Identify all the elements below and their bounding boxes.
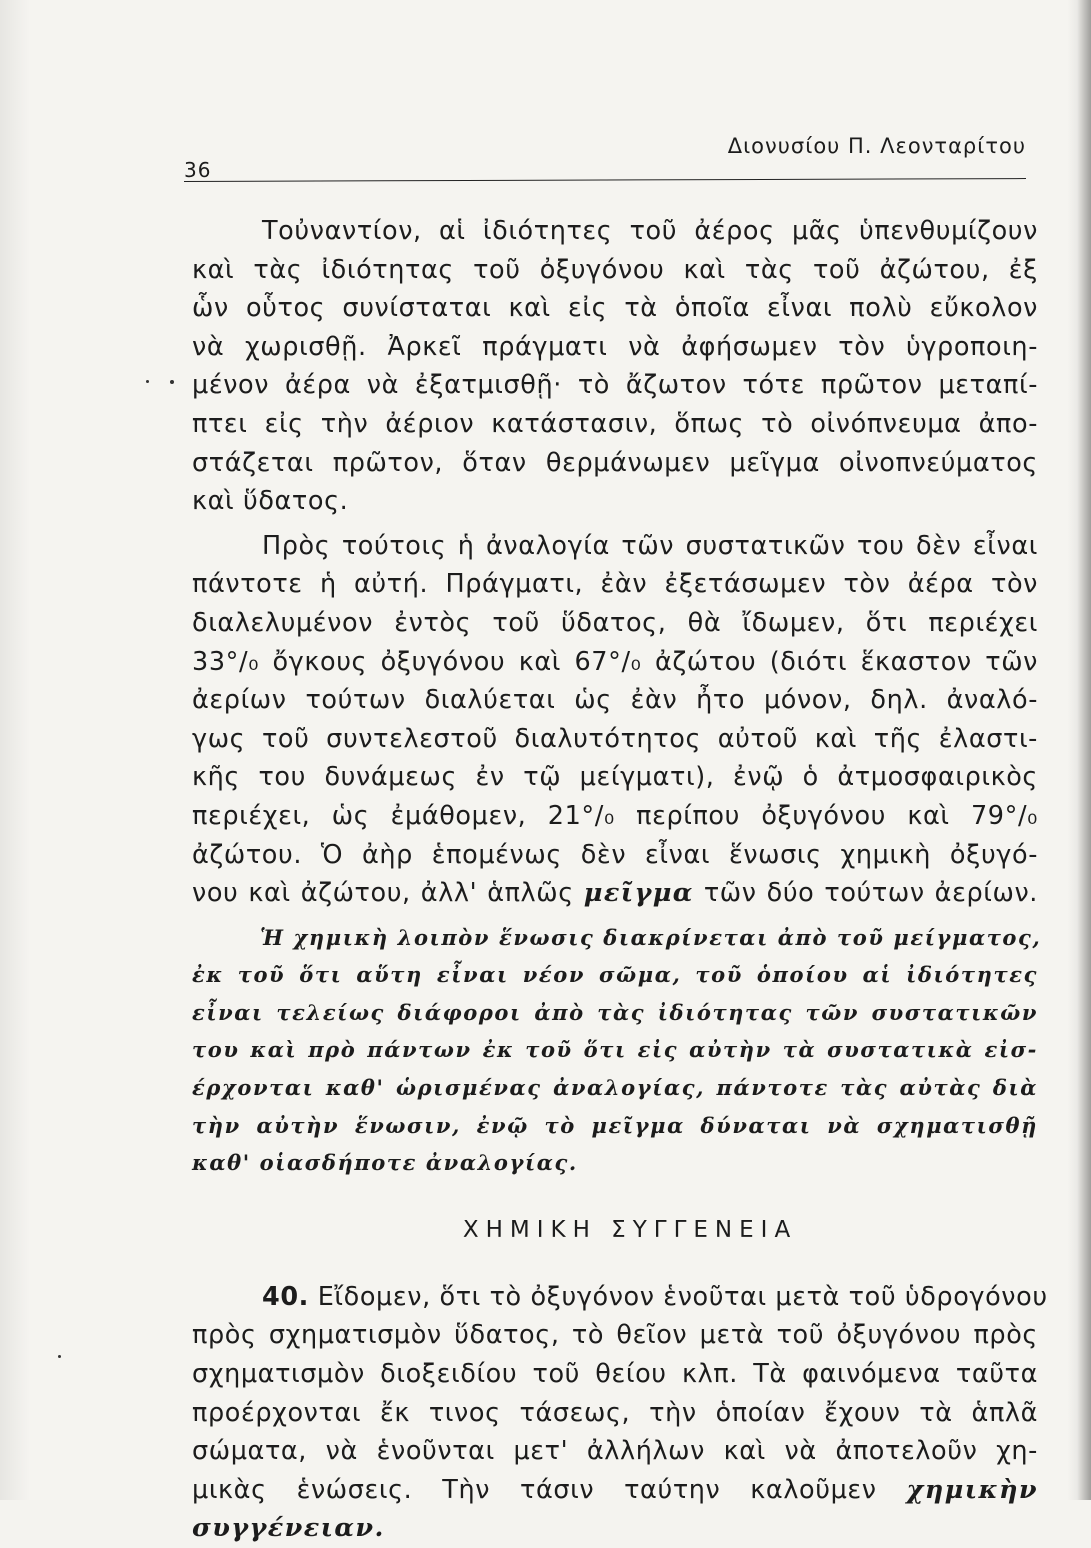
- section-title: ΧΗΜΙΚΗ ΣΥΓΓΕΝΕΙΑ: [462, 1216, 798, 1243]
- text-line: [192, 1509, 1038, 1548]
- text-line: Τοὐναντίον, αἱ ἰδιότητες τοῦ ἀέρος μᾶς ὑπενθυμίζουν: [262, 216, 1038, 246]
- paragraph-air-composition: [192, 527, 1038, 913]
- emphasis-line: του καὶ πρὸ πάντων ἐκ τοῦ ὅτι εἰς αὐτὴν τὰ συστατικὰ εἰσ-: [192, 1037, 1038, 1063]
- page-number: 36: [184, 158, 212, 182]
- text-line: πάντοτε ἡ αὐτή. Πράγματι, ἐὰν ἐξετάσωμεν τὸν ἀέρα τὸν: [192, 569, 1038, 600]
- running-head: Διονυσίου Π. Λεονταρίτου: [727, 134, 1026, 158]
- text-run: τῶν δύο τούτων ἀερίων.: [693, 878, 1038, 909]
- text-line: γως τοῦ συντελεστοῦ διαλυτότητος αὐτοῦ καὶ τῆς ἐλαστι-: [192, 723, 1038, 754]
- scan-speck: [58, 1355, 61, 1358]
- emphasis-word: συγγένειαν.: [192, 1513, 385, 1544]
- text-line: ἀερίων τούτων διαλύεται ὡς ἐὰν ἦτο μόνον, δηλ. ἀναλό-: [192, 685, 1038, 716]
- page-header: [184, 130, 1026, 180]
- emphasis-line: εἶναι τελείως διάφοροι ἀπὸ τὰς ἰδιότητας τῶν συστατικῶν: [192, 999, 1038, 1025]
- text-line: στάζεται πρῶτον, ὅταν θερμάνωμεν μεῖγμα οἰνοπνεύματος: [192, 447, 1038, 478]
- text-run: μικὰς ἑνώσεις. Τὴν τάσιν ταύτην καλοῦμεν: [192, 1474, 907, 1505]
- body-text: [192, 212, 1048, 1548]
- text-line: νὰ χωρισθῇ. Ἀρκεῖ πράγματι νὰ ἀφήσωμεν τὸν ὑγροποιη-: [192, 331, 1038, 362]
- text-line: πρὸς σχηματισμὸν ὕδατος, τὸ θεῖον μετὰ τοῦ ὀξυγόνου πρὸς: [192, 1320, 1038, 1351]
- text-line: μένον ἀέρα νὰ ἐξατμισθῇ· τὸ ἄζωτον τότε πρῶτον μεταπί-: [192, 370, 1038, 401]
- scan-speck: [170, 380, 174, 384]
- text-run: Εἴδομεν, ὅτι τὸ ὀξυγόνον ἑνοῦται μετὰ τοῦ ὑδρογόνου: [308, 1281, 1048, 1312]
- text-line: καὶ τὰς ἰδιότητας τοῦ ὀξυγόνου καὶ τὰς τοῦ ἀζώτου, ἐξ: [192, 254, 1038, 285]
- text-line: [192, 874, 1038, 913]
- emphasis-line: έρχονται καθ' ὡρισμένας ἀναλογίας, πάντοτε τὰς αὐτὰς διὰ: [192, 1075, 1038, 1101]
- emphasis-line: Ἡ χημικὴ λοιπὸν ἕνωσις διακρίνεται ἀπὸ τοῦ μείγματος,: [260, 924, 1042, 950]
- emphasis-word: μεῖγμα: [583, 878, 694, 909]
- scan-speck: [146, 380, 149, 383]
- text-line: πτει εἰς τὴν ἀέριον κατάστασιν, ὅπως τὸ οἰνόπνευμα ἀπο-: [192, 408, 1038, 439]
- text-line: [192, 1278, 1048, 1317]
- paragraph-chemical-affinity: [192, 1278, 1048, 1548]
- section-number: 40.: [262, 1281, 309, 1312]
- text-line: προέρχονται ἔκ τινος τάσεως, τὴν ὁποίαν ἔχουν τὰ ἁπλᾶ: [192, 1397, 1038, 1428]
- text-line: ὧν οὗτος συνίσταται καὶ εἰς τὰ ὁποῖα εἶναι πολὺ εὔκολον: [192, 293, 1038, 324]
- text-line: Πρὸς τούτοις ἡ ἀναλογία τῶν συστατικῶν του δὲν εἶναι: [262, 530, 1038, 561]
- text-line: περιέχει, ὡς ἐμάθομεν, 21°/₀ περίπου ὀξυγόνου καὶ 79°/₀: [192, 800, 1038, 831]
- emphasis-line: ἐκ τοῦ ὅτι αὕτη εἶναι νέον σῶμα, τοῦ ὁποίου αἱ ἰδιότητες: [192, 962, 1038, 988]
- text-line: σχηματισμὸν διοξειδίου τοῦ θείου κλπ. Τὰ φαινόμενα ταῦτα: [192, 1359, 1038, 1390]
- emphasis-word: χημικὴν: [906, 1474, 1038, 1505]
- text-line: κῆς του δυνάμεως ἐν τῷ μείγματι), ἐνῷ ὁ ἀτμοσφαιρικὸς: [192, 762, 1038, 793]
- text-line: σώματα, νὰ ἑνοῦνται μετ' ἀλλήλων καὶ νὰ ἀποτελοῦν χη-: [192, 1436, 1038, 1467]
- text-line: [192, 1471, 1038, 1510]
- emphasis-line: τὴν αὐτὴν ἕνωσιν, ἐνῷ τὸ μεῖγμα δύναται νὰ σχηματισθῇ: [192, 1112, 1038, 1138]
- emphasis-block: [192, 919, 1042, 1182]
- text-line: 33°/₀ ὄγκους ὀξυγόνου καὶ 67°/₀ ἀζώτου (διότι ἕκαστον τῶν: [192, 646, 1038, 677]
- text-line: διαλελυμένον ἐντὸς τοῦ ὕδατος, θὰ ἴδωμεν, ὅτι περιέχει: [192, 607, 1038, 638]
- page-edge-shadow: [1077, 0, 1091, 1500]
- text-line: καὶ ὕδατος.: [192, 486, 349, 517]
- text-line: ἀζώτου. Ὁ ἀὴρ ἑπομένως δὲν εἶναι ἕνωσις χημικὴ ὀξυγό-: [192, 839, 1038, 870]
- paragraph-air-properties: [192, 212, 1038, 521]
- emphasis-line: καθ' οἱασδήποτε ἀναλογίας.: [192, 1150, 578, 1176]
- text-run: νου καὶ ἀζώτου, ἀλλ' ἁπλῶς: [192, 878, 584, 909]
